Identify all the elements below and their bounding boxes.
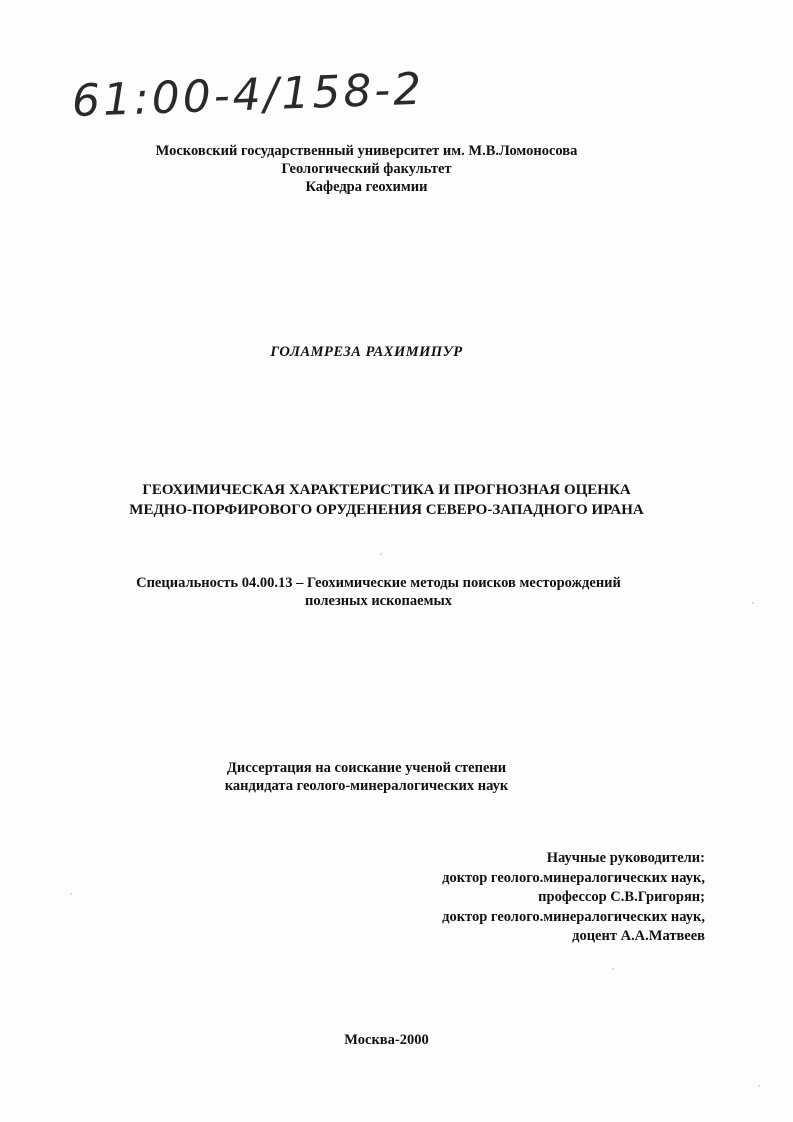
scan-speck (612, 968, 614, 970)
scan-speck (758, 1085, 760, 1087)
specialty-line-1: Специальность 04.00.13 – Геохимические методы поисков месторождений (136, 575, 621, 591)
supervisor-1-degree: доктор геолого.минералогических наук, (442, 869, 705, 886)
author-name-text: ГОЛАМРЕЗА РАХИМИПУР (270, 344, 463, 360)
supervisor-1-name: профессор С.В.Григорян; (538, 889, 705, 905)
supervisor-2-degree: доктор геолого.минералогических наук, (442, 908, 705, 925)
title-line-2: МЕДНО-ПОРФИРОВОГО ОРУДЕНЕНИЯ СЕВЕРО-ЗАПАДНОГО ИРАНА (129, 502, 644, 518)
degree-line-2: кандидата геолого-минералогических наук (224, 778, 509, 794)
institution-header (0, 142, 763, 196)
city-year (0, 1031, 783, 1049)
handwritten-archive-code: 61:00-4/158-2 (71, 63, 426, 127)
degree-line-1: Диссертация на соискание ученой степени (226, 760, 507, 776)
title-line-1: ГЕОХИМИЧЕСКАЯ ХАРАКТЕРИСТИКА И ПРОГНОЗНАЯ ОЦЕНКА (142, 482, 631, 498)
department-name: Кафедра геохимии (305, 179, 428, 195)
supervisors-heading: Научные руководители: (546, 850, 705, 866)
university-name: Московский государственный университет им. М.В.Ломоносова (155, 143, 578, 159)
scan-speck (752, 602, 754, 604)
specialty-block (0, 574, 775, 610)
faculty-name: Геологический факультет (281, 161, 452, 177)
supervisor-2-name: доцент А.А.Матвеев (572, 928, 705, 944)
scan-speck (70, 893, 72, 895)
dissertation-title (0, 480, 783, 520)
specialty-line-2: полезных ископаемых (304, 593, 453, 609)
author-name (0, 343, 763, 361)
supervisors-block (442, 849, 705, 947)
degree-statement (0, 759, 763, 795)
city-year-text: Москва-2000 (344, 1032, 429, 1048)
scan-speck (380, 553, 382, 555)
